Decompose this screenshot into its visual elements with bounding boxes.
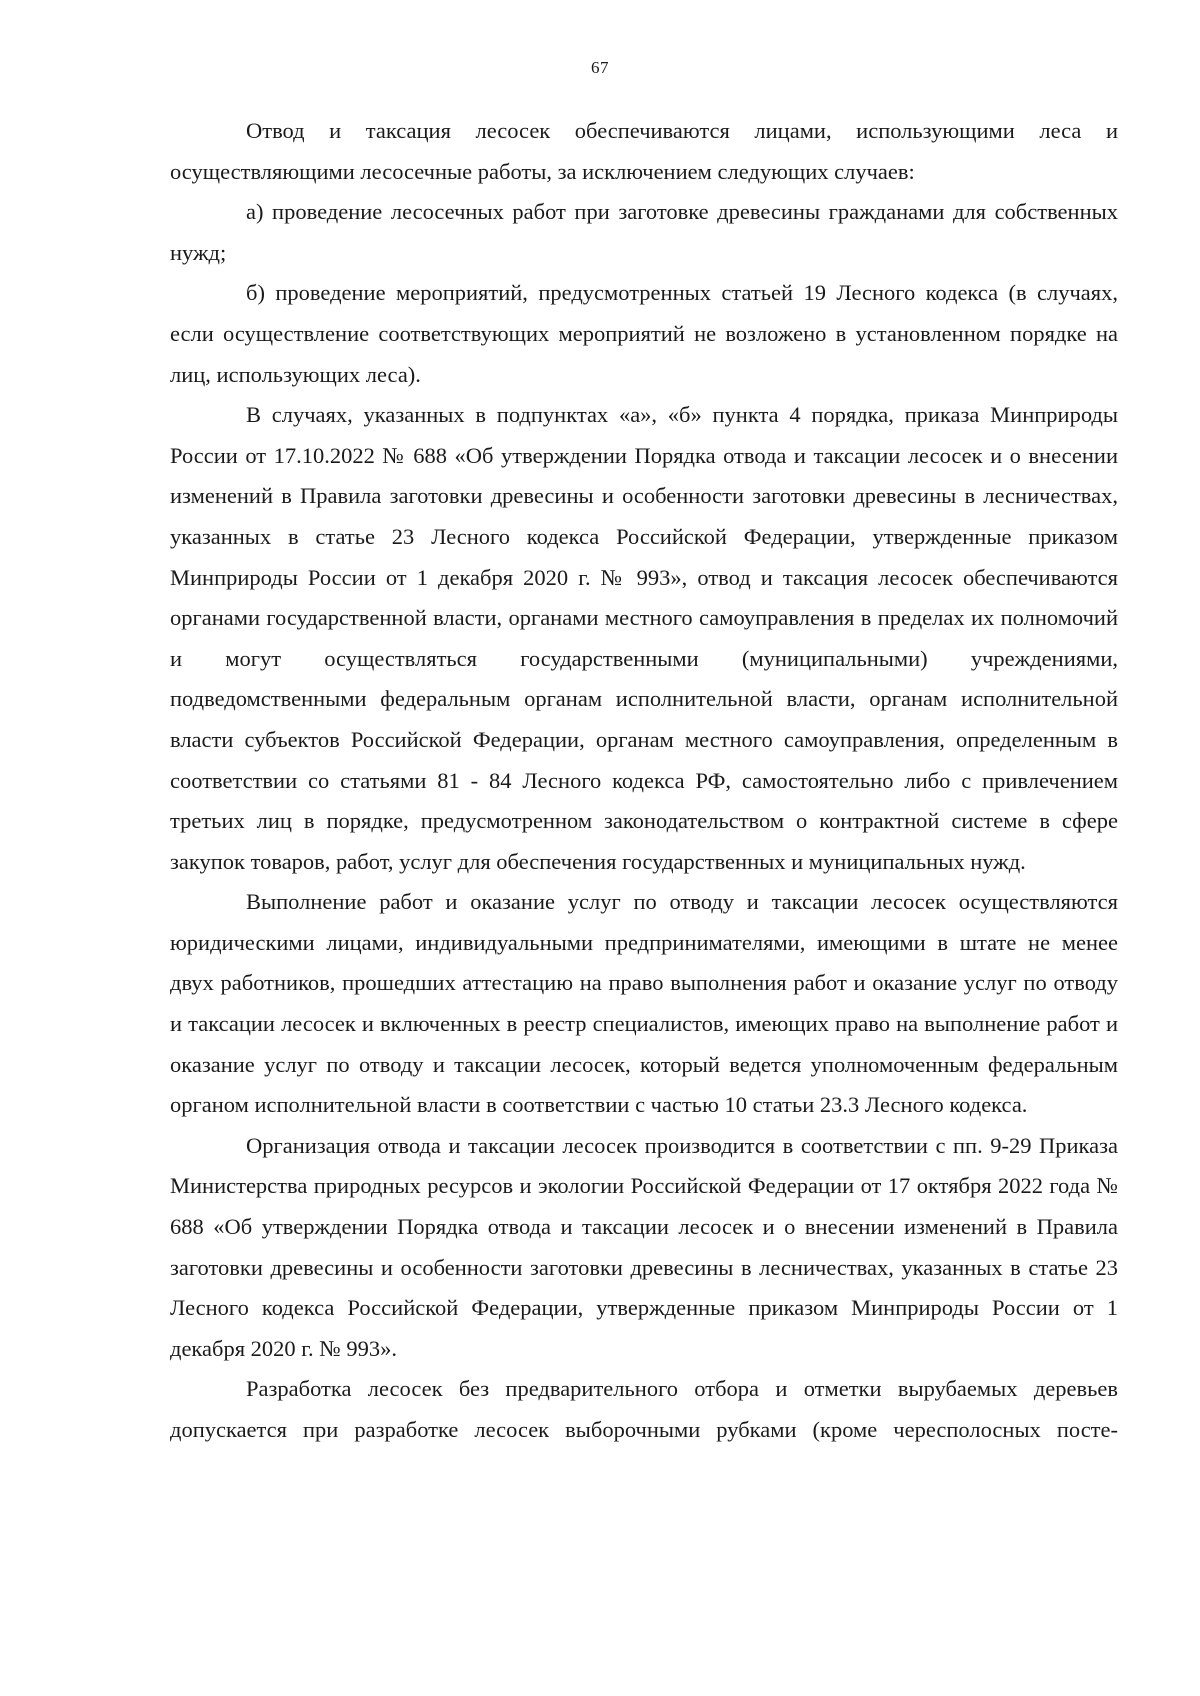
paragraph-contractors: Выполнение работ и оказание услуг по отводу и таксации лесосек осуществляются юридическими лицами, индивидуальными предпринимателями, имеющими в штате не менее двух работников, прошедших аттестацию на право выполнения работ и оказание услуг по отводу и таксации лесосек и включенных в реестр специалистов, имеющих право на выполнение работ и оказание услуг по отводу и таксации лесосек, который ведется уполномоченным федеральным органом исполнительной власти в соответствии с частью 10 статьи 23.3 Лесного кодекса. <box>170 889 1118 1118</box>
paragraph-case-a: а) проведение лесосечных работ при заготовке древесины гражданами для собственных нужд; <box>170 199 1118 265</box>
paragraph-authorities: В случаях, указанных в подпунктах «а», «б» пункта 4 порядка, приказа Минприроды России от 17.10.2022 № 688 «Об утверждении Порядка отвода и таксации лесосек и о внесении изменений в Правила заготовки древесины и особенности заготовки древесины в лесничествах, указанных в статье 23 Лесного кодекса Российской Федерации, утвержденные приказом Минприроды России от 1 декабря 2020 г. № 993», отвод и таксация лесосек обеспечиваются органами государственной власти, органами местного самоуправления в пределах их полномочий и могут осуществляться государственными (муниципальными) учреждениями, подведомственными федеральным органам исполнительной власти, органам исполнительной власти субъектов Российской Федерации, органам местного самоуправления, определенным в соответствии со статьями 81 - 84 Лесного кодекса РФ, самостоятельно либо с привлечением третьих лиц в порядке, предусмотренном законодательством о контрактной системе в сфере закупок товаров, работ, услуг для обеспечения государственных и муниципальных нужд. <box>170 402 1118 874</box>
paragraph-intro: Отвод и таксация лесосек обеспечиваются лицами, использующими леса и осуществляющими лесосечные работы, за исключением следующих случаев: <box>170 118 1118 184</box>
paragraph-organization: Организация отвода и таксации лесосек производится в соответствии с пп. 9-29 Приказа Министерства природных ресурсов и экологии Российской Федерации от 17 октября 2022 года № 688 «Об утверждении Порядка отвода и таксации лесосек и о внесении изменений в Правила заготовки древесины и особенности заготовки древесины в лесничествах, указанных в статье 23 Лесного кодекса Российской Федерации, утвержденные приказом Минприроды России от 1 декабря 2020 г. № 993». <box>170 1132 1118 1361</box>
paragraph-development: Разработка лесосек без предварительного отбора и отметки вырубаемых деревьев допускается при разработке лесосек выборочными рубками (кроме чересполосных посте- <box>170 1376 1118 1442</box>
paragraph-case-b: б) проведение мероприятий, предусмотренных статьей 19 Лесного кодекса (в случаях, если осуществление соответствующих мероприятий не возложено в установленном порядке на лиц, использующих леса). <box>170 280 1118 387</box>
page-number: 67 <box>591 58 609 77</box>
document-body <box>170 111 1118 1451</box>
